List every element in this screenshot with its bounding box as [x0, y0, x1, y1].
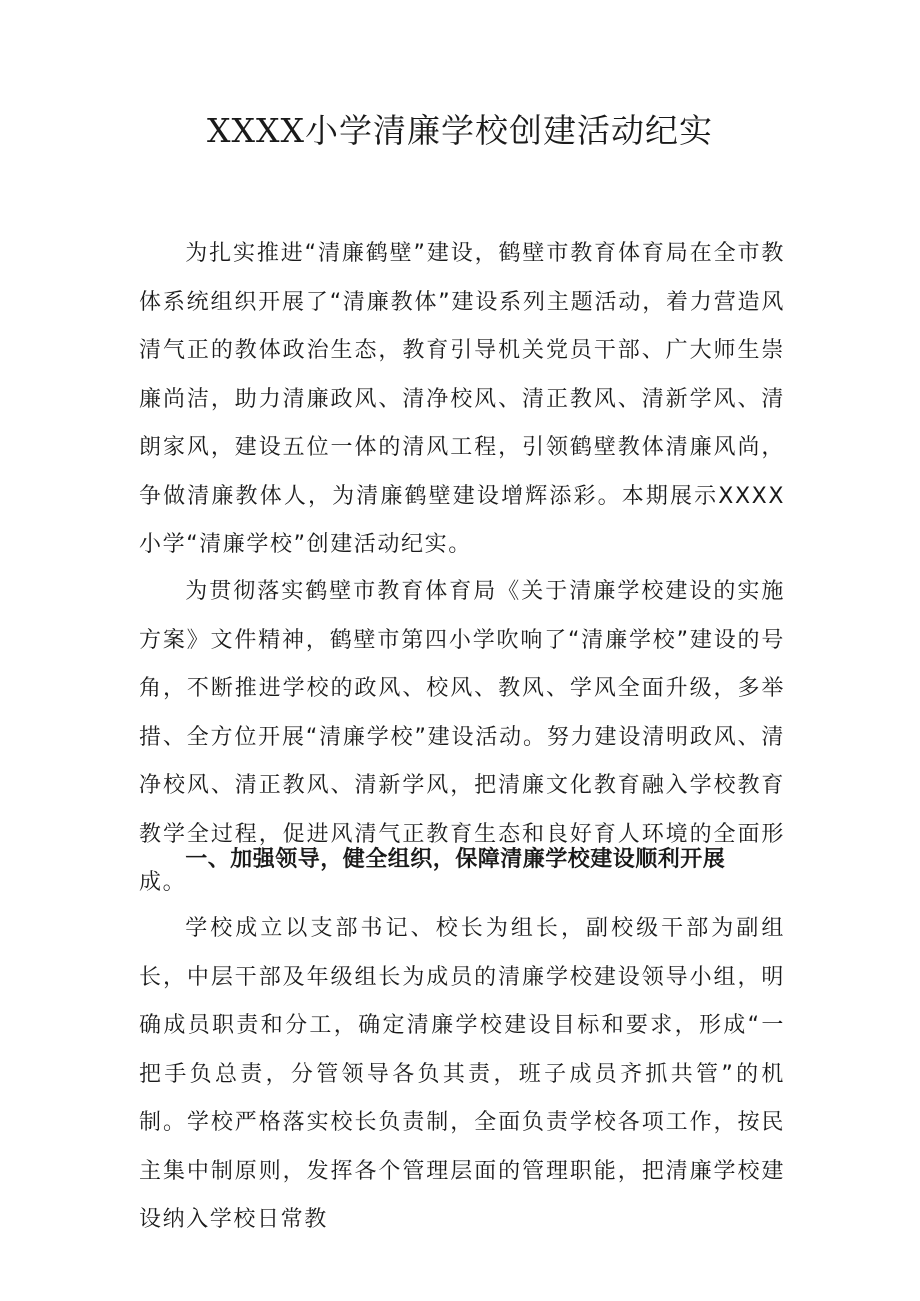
document-title: XXXX小学清廉学校创建活动纪实	[207, 111, 713, 150]
intro-paragraph: 为扎实推进“清廉鹤壁”建设，鹤壁市教育体育局在全市教体系统组织开展了“清廉教体”建设系列主题活动，着力营造风清气正的教体政治生态，教育引导机关党员干部、广大师生崇廉尚洁，助力清廉政风、清净校风、清正教风、清新学风、清朗家风，建设五位一体的清风工程，引领鹤壁教体清廉风尚，争做清廉教体人，为清廉鹤壁建设增辉添彩。本期展示XXXX小学“清廉学校”创建活动纪实。	[139, 241, 785, 557]
implementation-paragraph: 为贯彻落实鹤壁市教育体育局《关于清廉学校建设的实施方案》文件精神，鹤壁市第四小学吹响了“清廉学校”建设的号角，不断推进学校的政风、校风、教风、学风全面升级，多举措、全方位开展“清廉学校”建设活动。努力建设清明政风、清净校风、清正教风、清新学风，把清廉文化教育融入学校教育教学全过程，促进风清气正教育生态和良好育人环境的全面形成。	[139, 579, 785, 895]
section-paragraph: 学校成立以支部书记、校长为组长，副校级干部为副组长，中层干部及年级组长为成员的清廉学校建设领导小组，明确成员职责和分工，确定清廉学校建设目标和要求，形成“一把手负总责，分管领导各负其责，班子成员齐抓共管”的机制。学校严格落实校长负责制，全面负责学校各项工作，按民主集中制原则，发挥各个管理层面的管理职能，把清廉学校建设纳入学校日常教	[139, 916, 785, 1232]
section-heading: 一、加强领导，健全组织，保障清廉学校建设顺利开展	[185, 847, 726, 872]
